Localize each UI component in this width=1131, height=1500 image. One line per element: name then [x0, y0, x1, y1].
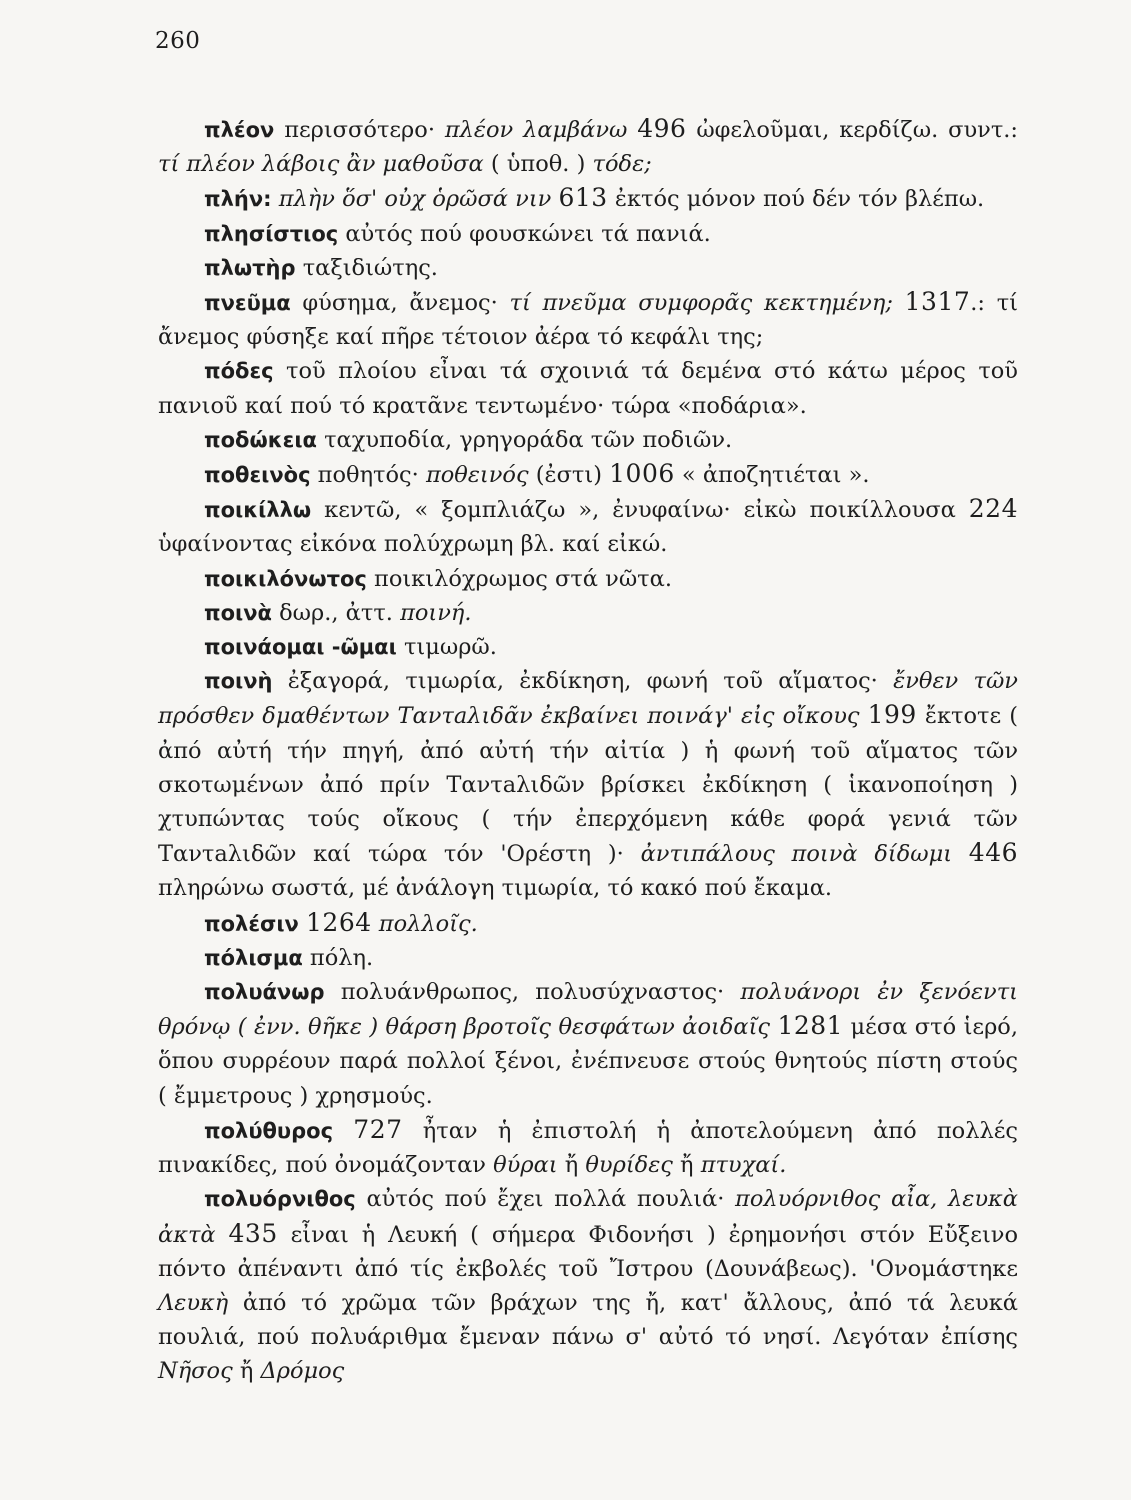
entry-headword: ποινάομαι -ῶμαι: [204, 635, 397, 660]
entry-text: [299, 911, 306, 937]
glossary-entry: [158, 492, 1018, 561]
entry-headword: πόδες: [204, 359, 274, 384]
entry-text: ποικιλόχρωμος στά νῶτα.: [366, 565, 672, 592]
entry-text: τιμωρῶ.: [396, 634, 497, 661]
glossary-entry: [158, 251, 1018, 285]
entry-text: (ἐστι): [528, 462, 610, 489]
glossary-entry: [158, 664, 1018, 905]
entry-text: [893, 290, 905, 316]
entry-headword: ποικιλόνωτος: [204, 566, 367, 591]
quoted-text: πολυόρνιθος αἶα, λευκὰ ἀκτὰ: [158, 1186, 1018, 1248]
entry-headword: ποινὴ: [204, 669, 273, 694]
entry-text: ἔκτοτε ( ἀπό αὐτή τήν πηγή, ἀπό αὐτή τήν αἰτία ) ἡ φωνή τοῦ αἵματος τῶν σκοτωμένων ἀπό πρίν Ταντaλιδῶν βρίσκει ἐκδίκηση ( ἱκανοποίηση ) χτυπώντας τούς οἴκους ( τήν ἐπερχόμενη κάθε φορά γενιά τῶν Ταντaλιδῶν καί τώρα τόν 'Ορέστη )·: [158, 703, 1018, 868]
quoted-text: τί πλέον λάβοις ἂν μαθοῦσα: [158, 151, 484, 178]
quoted-text: θυρίδες: [585, 1152, 673, 1179]
glossary-entry: [158, 975, 1018, 1113]
quoted-text: ἔνθεν τῶν πρόσθεν δμαθέντων Ταντaλιδᾶν ἐκβαίνει ποινάγ' εἰς οἴκους: [158, 668, 1018, 730]
glossary-entry: [158, 285, 1018, 354]
entry-headword: ποινὰ: [204, 600, 272, 625]
quoted-text: πλὴν ὅσ' οὐχ ὁρῶσά νιν: [278, 186, 552, 213]
glossary-entry: [158, 1182, 1018, 1388]
page-number: 260: [155, 28, 201, 54]
entry-text: ἦταν ἡ ἐπιστολή ἡ ἀποτελούμενη ἀπό πολλές πινακίδες, πού ὀνομάζονταν: [158, 1117, 1019, 1179]
line-reference: 1281: [777, 1011, 844, 1041]
entry-text: ταχυποδία, γρηγοράδα τῶν ποδιῶν.: [316, 426, 733, 453]
quoted-text: πλέον λαμβάνω: [444, 117, 628, 143]
entry-text: [372, 911, 379, 937]
entry-text: μέσα στό ἱερό, ὅπου συρρέουν παρά πολλοί ξένοι, ἐνέπνευσε στούς θνητούς πίστη στούς ( ἔμμετρους ) χρησμούς.: [158, 1014, 1019, 1109]
entry-headword: ποθεινὸς: [204, 463, 311, 488]
entry-text: [952, 841, 969, 867]
entry-text: ( ὑποθ. ): [483, 151, 593, 178]
entry-headword: πλωτὴρ: [204, 255, 296, 280]
line-reference: 224: [968, 494, 1018, 524]
entry-text: ποθητός·: [310, 462, 426, 489]
glossary-entry: [158, 423, 1018, 457]
entry-headword: ποδώκεια: [204, 427, 317, 452]
entry-headword: πόλισμα: [204, 945, 303, 970]
entry-text: φύσημα, ἄνεμος·: [290, 290, 510, 317]
line-reference: 1006: [609, 459, 675, 489]
entry-text: πολυάνθρωπος, πολυσύχναστος·: [324, 979, 741, 1006]
quoted-text: τόδε;: [592, 151, 652, 178]
entry-text: ἀπό τό χρῶμα τῶν βράχων της ἤ, κατ' ἄλλους, ἀπό τά λευκά πουλιά, πού πολυάριθμα ἔμεναν πάνω σ' αὐτό τό νησί. Λεγόταν ἐπίσης: [158, 1289, 1018, 1351]
entry-text: δωρ., ἀττ.: [271, 599, 401, 626]
entry-headword: ποικίλλω: [204, 498, 312, 523]
entry-text: .: τί ἄνεμος φύσηξε καί πῆρε τέτοιον ἀέρα τό κεφάλι της;: [158, 290, 1018, 351]
entry-headword: πλέον: [204, 118, 275, 142]
line-reference: 446: [968, 838, 1019, 868]
line-reference: 199: [867, 700, 917, 730]
entry-text: τοῦ πλοίου εἶναι τά σχοινιά τά δεμένα στό κάτω μέρος τοῦ πανιοῦ καί πού τό κρατᾶνε τεντωμένο· τώρα «ποδάρια».: [158, 358, 1018, 419]
entry-text: [333, 1118, 353, 1144]
quoted-text: ἀντιπάλους ποινὰ δίδωμι: [640, 841, 953, 868]
entry-text: πληρώνω σωστά, μέ ἀνάλογη τιμωρία, τό κακό πού ἔκαμα.: [158, 875, 833, 902]
entry-text: εἶναι ἡ Λευκή ( σήμερα Φιδονήσι ) ἐρημονήσι στόν Εὔξεινο πόντο ἀπέναντι ἀπό τίς ἐκβολές τοῦ Ἴστρου (Δουνάβεως). 'Ονομάστηκε: [158, 1221, 1018, 1282]
entry-text: ἤ: [672, 1152, 701, 1179]
glossary: [158, 112, 1018, 1389]
entry-text: πόλη.: [302, 944, 374, 971]
entry-text: ἐξαγορά, τιμωρία, ἐκδίκηση, φωνή τοῦ αἵματος·: [272, 668, 894, 695]
line-reference: 496: [637, 114, 687, 143]
glossary-entry: [158, 941, 1018, 975]
quoted-text: Δρόμος: [260, 1358, 345, 1385]
entry-text: [272, 186, 279, 212]
entry-text: αὐτός πού φουσκώνει τά πανιά.: [338, 220, 711, 247]
entry-text: [627, 117, 637, 143]
entry-text: « ἀποζητιέται ».: [674, 462, 870, 489]
entry-text: [551, 186, 558, 212]
quoted-text: Λευκὴ: [158, 1289, 229, 1316]
entry-text: ἤ: [557, 1152, 586, 1179]
glossary-entry: [158, 181, 1018, 216]
quoted-text: ποθεινός: [425, 462, 529, 489]
quoted-text: ποινή.: [400, 599, 472, 626]
entry-text: αὐτός πού ἔχει πολλά πουλιά·: [355, 1186, 736, 1213]
quoted-text: πτυχαί.: [700, 1152, 787, 1179]
line-reference: 1317: [904, 287, 971, 317]
glossary-entry: [158, 457, 1018, 492]
quoted-text: πολυάνορι ἐν ξενόεντι θρόνῳ ( ἐνν. θῆκε ) θάρση βροτοῖς θεσφάτων ἀοιδαῖς: [158, 979, 1019, 1041]
entry-headword: πλήν:: [204, 187, 272, 212]
entry-headword: πνεῦμα: [204, 291, 291, 316]
glossary-entry: [158, 217, 1018, 251]
entry-headword: πλησίστιος: [204, 221, 339, 246]
glossary-entry: [158, 596, 1018, 630]
entry-headword: πολέσιν: [204, 911, 299, 936]
line-reference: 727: [353, 1114, 403, 1144]
entry-text: ὠφελοῦμαι, κερδίζω. συντ.:: [686, 117, 1018, 143]
entry-text: ὑφαίνοντας εἰκόνα πολύχρωμη βλ. καί εἰκώ.: [158, 531, 668, 558]
entry-text: ταξιδιώτης.: [295, 254, 438, 281]
entry-text: [216, 1222, 229, 1248]
glossary-entry: [158, 112, 1018, 181]
entry-text: [860, 703, 868, 729]
entry-headword: πολύθυρος: [204, 1118, 334, 1143]
entry-headword: πολυάνωρ: [204, 980, 325, 1005]
glossary-entry: [158, 354, 1018, 422]
line-reference: 613: [558, 183, 608, 213]
quoted-text: Νῆσος: [158, 1358, 233, 1385]
glossary-entry: [158, 562, 1018, 596]
quoted-text: τί πνεῦμα συμφορᾶς κεκτημένη;: [509, 290, 893, 317]
entry-headword: πολυόρνιθος: [204, 1187, 356, 1212]
quoted-text: πολλοῖς.: [378, 910, 478, 937]
line-reference: 1264: [306, 907, 372, 937]
entry-text: κεντῶ, « ξομπλιάζω », ἐνυφαίνω· εἰκὼ ποικίλλουσα: [311, 497, 969, 524]
entry-text: περισσότερο·: [274, 117, 445, 143]
glossary-entry: [158, 906, 1018, 941]
entry-text: ἐκτός μόνον πού δέν τόν βλέπω.: [607, 186, 985, 213]
glossary-entry: [158, 1113, 1018, 1182]
glossary-entry: [158, 630, 1018, 664]
line-reference: 435: [228, 1218, 278, 1248]
quoted-text: θύραι: [493, 1152, 558, 1179]
entry-text: ἤ: [232, 1358, 261, 1385]
